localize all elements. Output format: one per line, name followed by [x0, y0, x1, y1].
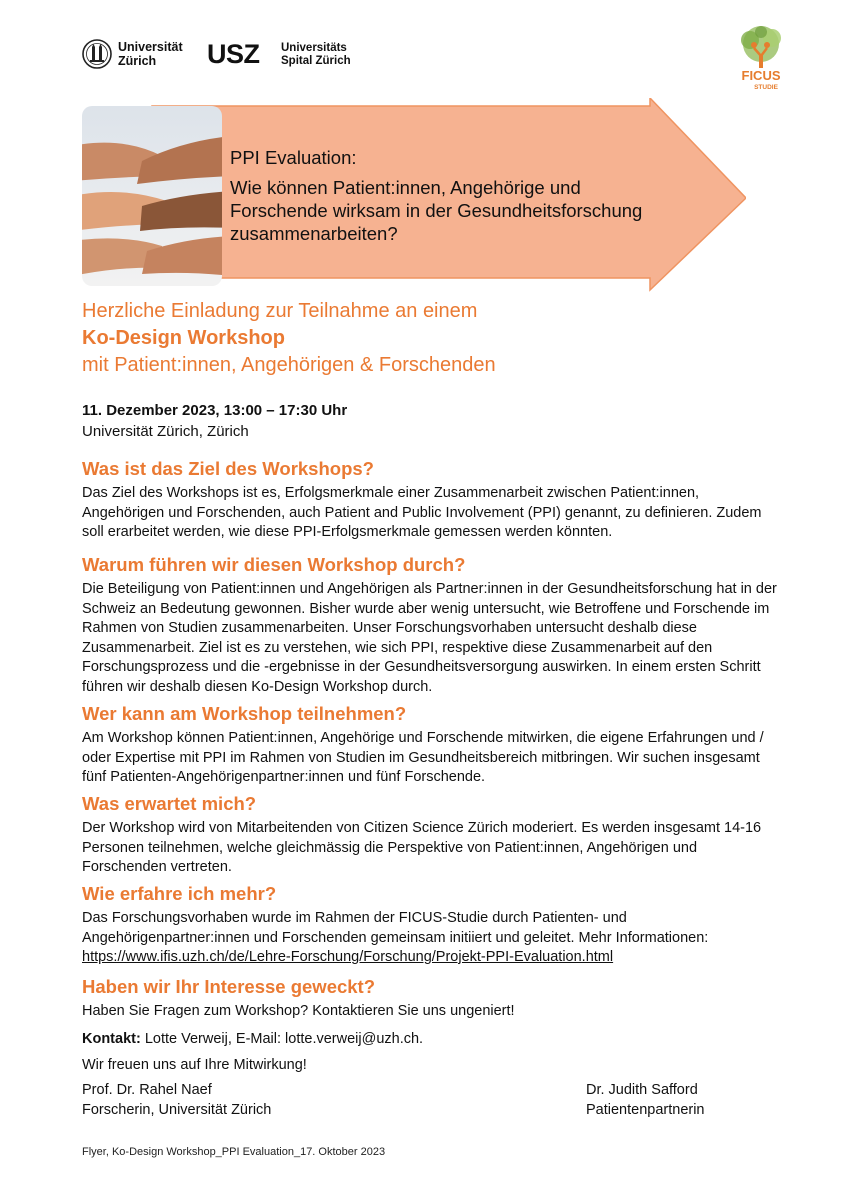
- signature-left: [82, 1080, 271, 1120]
- invitation-workshop-name: Ko-Design Workshop: [82, 327, 285, 349]
- usz-mark: USZ: [207, 39, 260, 69]
- section-title: Haben wir Ihr Interesse geweckt?: [82, 976, 376, 997]
- project-link[interactable]: https://www.ifis.uzh.ch/de/Lehre-Forschung/Forschung/Projekt-PPI-Evaluation.html: [82, 949, 614, 965]
- signature-name: Dr. Judith Safford: [586, 1082, 698, 1098]
- invitation-heading: [82, 298, 496, 379]
- section-body: [82, 909, 782, 968]
- section-why: [82, 553, 782, 697]
- banner-question: Wie können Patient:innen, Angehörige und Forschende wirksam in der Gesundheitsforschung zusammenarbeiten?: [230, 177, 643, 244]
- invitation-line1: Herzliche Einladung zur Teilnahme an einem: [82, 300, 478, 322]
- uzh-wordmark: [118, 40, 183, 68]
- section-body: Die Beteiligung von Patient:innen und Angehörigen als Partner:innen in der Gesundheitsforschung hat in der Schweiz an Bedeutung gewonnen. Bisher wurde aber wenig untersucht, wie Betroffene und Forschende im Rahmen von Studien zusammenarbeiten. Unser Forschungsvorhaben untersucht deshalb diese Zusammenarbeit. Ziel ist es zu verstehen, wie sich PPI, respektive diese Zusammenarbeit auf den Forschungsprozess und die -ergebnisse in der Gesundheitsversorgung auswirken. In einem ersten Schritt führen wir deshalb diesen Ko-Design Workshop durch.: [82, 581, 777, 695]
- usz-wordmark-line2: Spital Zürich: [281, 55, 351, 67]
- usz-wordmark: [281, 42, 351, 68]
- section-body: Der Workshop wird von Mitarbeitenden von Citizen Science Zürich moderiert. Es werden insgesamt 14-16 Personen teilnehmen, welche gleichmässig die Perspektive von Patient:innen, Angehörigen und Forschenden vertreten.: [82, 820, 762, 875]
- footer-note: Flyer, Ko-Design Workshop_PPI Evaluation_17. Oktober 2023: [82, 1146, 386, 1158]
- section-body: Haben Sie Fragen zum Workshop? Kontaktieren Sie uns ungeniert!: [82, 1003, 515, 1019]
- uzh-seal-icon: [82, 37, 112, 71]
- usz-wordmark-line1: Universitäts: [281, 42, 347, 54]
- signature-name: Prof. Dr. Rahel Naef: [82, 1082, 212, 1098]
- signature-right: [586, 1080, 705, 1120]
- section-title: Was ist das Ziel des Workshops?: [82, 458, 374, 479]
- ficus-name: FICUS: [741, 68, 781, 83]
- section-interest: [82, 975, 782, 1022]
- usz-logo: [207, 39, 351, 69]
- section-expect: [82, 792, 782, 878]
- section-body-text: Das Forschungsvorhaben wurde im Rahmen der FICUS-Studie durch Patienten- und Angehörigenpartner:innen und Forschenden gemeinsam initiiert und geleitet. Mehr Informationen:: [82, 910, 709, 946]
- section-title: Warum führen wir diesen Workshop durch?: [82, 554, 466, 575]
- section-body: Am Workshop können Patient:innen, Angehörige und Forschende mitwirken, die eigene Erfahrungen und / oder Expertise mit PPI im Rahmen von Studien im Gesundheitsbereich mitbringen. Wir suchen insgesamt fünf Patienten-Angehörigenpartner:innen und fünf Forschende.: [82, 730, 764, 785]
- uzh-logo: [82, 37, 192, 73]
- event-info: [82, 400, 347, 442]
- section-title: Wie erfahre ich mehr?: [82, 883, 277, 904]
- contact-line: [82, 1029, 423, 1049]
- signature-role: Forscherin, Universität Zürich: [82, 1102, 272, 1118]
- uzh-wordmark-line1: Universität: [118, 40, 183, 54]
- ficus-sub: STUDIE: [754, 84, 778, 91]
- banner-title: PPI Evaluation:: [230, 147, 357, 168]
- invitation-line3: mit Patient:innen, Angehörigen & Forschenden: [82, 354, 496, 376]
- section-title: Was erwartet mich?: [82, 793, 257, 814]
- contact-text: Lotte Verweij, E-Mail: lotte.verweij@uzh.ch.: [140, 1031, 424, 1047]
- event-place: Universität Zürich, Zürich: [82, 423, 249, 440]
- banner-text: [230, 146, 650, 245]
- ficus-logo: [726, 22, 796, 92]
- section-body: Das Ziel des Workshops ist es, Erfolgsmerkmale einer Zusammenarbeit zwischen Patient:innen, Angehörigen und Forschenden, auch Patient and Public Involvement (PPI) genannt, zu definieren. Zudem soll erarbeitet werden, wie diese PPI-Erfolgsmerkmale gemessen werden könnten.: [82, 485, 762, 540]
- section-who: [82, 702, 782, 788]
- section-more: [82, 882, 782, 968]
- signature-role: Patientenpartnerin: [586, 1102, 705, 1118]
- uzh-wordmark-line2: Zürich: [118, 54, 157, 68]
- section-goal: [82, 457, 782, 543]
- event-date: 11. Dezember 2023, 13:00 – 17:30 Uhr: [82, 402, 348, 419]
- greeting: Wir freuen uns auf Ihre Mitwirkung!: [82, 1057, 307, 1073]
- joined-hands-photo: [82, 106, 222, 286]
- section-title: Wer kann am Workshop teilnehmen?: [82, 703, 407, 724]
- contact-label: Kontakt:: [82, 1031, 141, 1047]
